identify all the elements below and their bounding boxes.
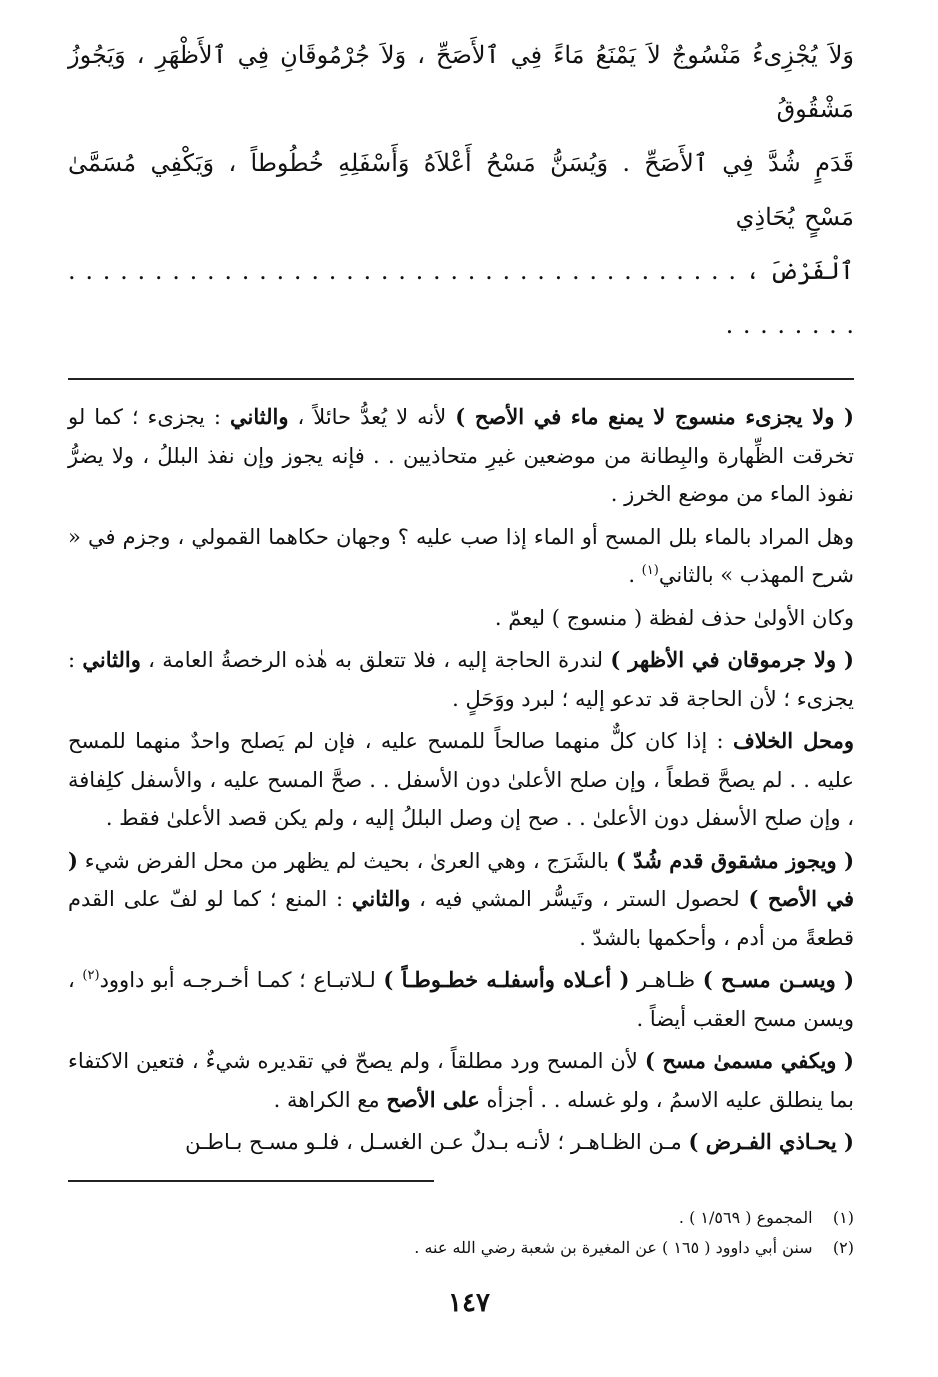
quoted-matn: ( ويكفي مسمىٰ مسح ) — [644, 1048, 854, 1073]
bold-term: على الأصح — [386, 1086, 480, 1112]
footnotes — [68, 1203, 854, 1263]
commentary-paragraph — [68, 398, 854, 514]
commentary-paragraph — [68, 641, 854, 718]
commentary-paragraph — [68, 518, 854, 595]
bold-term: والثاني — [82, 647, 141, 672]
commentary-span: لحصول الستر ، وتَيسُّر المشي فيه ، — [410, 887, 749, 911]
footnote-ref[interactable]: (٢) — [82, 968, 100, 983]
commentary-paragraph — [68, 722, 854, 838]
footnote — [68, 1233, 854, 1263]
commentary-text — [68, 398, 854, 1162]
footnote-text: سنن أبي داوود ( ١٦٥ ) عن المغيرة بن شعبة رضي الله عنه . — [414, 1238, 813, 1257]
quoted-matn: ( في الأصح ) — [68, 847, 854, 911]
bold-term: والثاني — [230, 404, 289, 429]
commentary-span: : إذا كان كلٌّ منهما صالحاً للمسح عليه ، فإن لم يَصلح واحدٌ منهما للمسح عليه . . لم يصحَّ قطعاً ، وإن صلح الأعلىٰ دون الأسفل . . صحَّ المسح عليه ، والأسفل كلِفافة ، وإن صلح الأسفل دون الأعلىٰ . . صح إن وصل البللُ إليه ، ولم يكن قصد الأعلىٰ فقط . — [68, 729, 854, 830]
commentary-paragraph — [68, 842, 854, 958]
matn-text — [68, 28, 854, 352]
commentary-span: بالشَرَج ، وهي العرىٰ ، بحيث لم يظهر من محل الفرض شيء — [77, 848, 616, 873]
commentary-span: لندرة الحاجة إليه ، فلا تتعلق به هٰذه الرخصةُ العامة ، — [140, 648, 611, 672]
commentary-span: : يجزىء ؛ لأن الحاجة قد تدعو إليه ؛ لبرد ووَحَلٍ . — [68, 648, 854, 711]
commentary-span: ، ويسن مسح العقب أيضاً . — [68, 968, 854, 1031]
commentary-paragraph — [68, 1042, 854, 1119]
quoted-matn: ( ولا يجزىء منسوج لا يمنع ماء في الأصح ) — [455, 404, 854, 429]
matn-line: ٱلْفَرْضَ ، . . . . . . . . . . . . . . . . . . . . . . . . . . . . . . . . . . . . . . . . . . . . . . . — [68, 257, 854, 339]
matn-line: وَلاَ يُجْزِىءُ مَنْسُوجٌ لاَ يَمْنَعُ مَاءً فِي ٱلأَصَحِّ ، وَلاَ جُرْمُوقَانِ فِي ٱلأَظْهَرِ ، وَيَجُوزُ مَشْقُوقُ — [68, 41, 854, 123]
commentary-span: : المنع ؛ كما لو لفّ على القدم قطعةً من أدم ، وأحكمها بالشدّ . — [68, 887, 854, 950]
matn-separator — [68, 378, 854, 380]
commentary-span: لأنه لا يُعدُّ حائلاً ، — [288, 405, 456, 429]
commentary-span: وهل المراد بالماء بلل المسح أو الماء إذا صب عليه ؟ وجهان حكاهما القمولي ، وجزم في « شرح المهذب » بالثاني — [68, 524, 854, 587]
commentary-span: . — [628, 563, 642, 587]
quoted-matn: ( ولا جرموقان في الأظهر ) — [610, 647, 854, 672]
footnote-text: المجموع ( ١/٥٦٩ ) . — [678, 1208, 813, 1227]
commentary-paragraph: وكان الأولىٰ حذف لفظة ( منسوج ) ليعمّ . — [494, 605, 854, 630]
commentary-paragraph — [68, 1123, 854, 1162]
footnote-separator — [68, 1180, 434, 1182]
commentary-paragraph — [68, 961, 854, 1038]
commentary-span: لأن المسح ورد مطلقاً ، ولم يصحّ في تقديره شيءٌ ، فتعين الاكتفاء بما ينطلق عليه الاسمُ ، ولو غسله . . أجزأه — [68, 1049, 854, 1112]
footnote-number: (٢) — [832, 1238, 854, 1257]
bold-term: والثاني — [351, 886, 411, 911]
footnote-number: (١) — [832, 1208, 854, 1227]
quoted-matn: ( يحـاذي الفـرض ) — [688, 1129, 854, 1154]
page-number: ١٤٧ — [448, 1288, 490, 1318]
commentary-span: مع الكراهة . — [273, 1087, 387, 1112]
page-body — [68, 28, 854, 1166]
bold-term: ومحل الخلاف — [733, 728, 854, 753]
commentary-span: ظـاهـر — [629, 968, 703, 992]
commentary-span: مـن الظـاهـر ؛ لأنـه بـدلٌ عـن الغسـل ، فلـو مسـح بـاطـن — [185, 1130, 689, 1154]
matn-line: قَدَمٍ شُدَّ فِي ٱلأَصَحِّ . وَيُسَنُّ مَسْحُ أَعْلاَهُ وَأَسْفَلِهِ خُطُوطاً ، وَيَكْفِي مُسَمَّىٰ مَسْحٍ يُحَاذِي — [68, 149, 854, 231]
footnote — [68, 1203, 854, 1233]
commentary-span: لـلاتبـاع ؛ كمـا أخـرجـه أبو داوود — [99, 968, 384, 992]
quoted-matn: ( ويسـن مسـح ) — [702, 967, 855, 992]
footnote-ref[interactable]: (١) — [641, 563, 659, 578]
quoted-matn: ( ويجوز مشقوق قدم شُدّ ) — [615, 847, 855, 873]
commentary-span: : يجزىء ؛ كما لو تخرقت الظِّهارة والبِطانة من موضعين غيرِ متحاذيين . . فإنه يجوز وإن نفذ البللُ ، ولا يضرُّ نفوذ الماء من موضع الخرز . — [68, 405, 854, 506]
quoted-matn: ( أعـلاه وأسفلـه خطـوطـاً ) — [383, 967, 630, 992]
